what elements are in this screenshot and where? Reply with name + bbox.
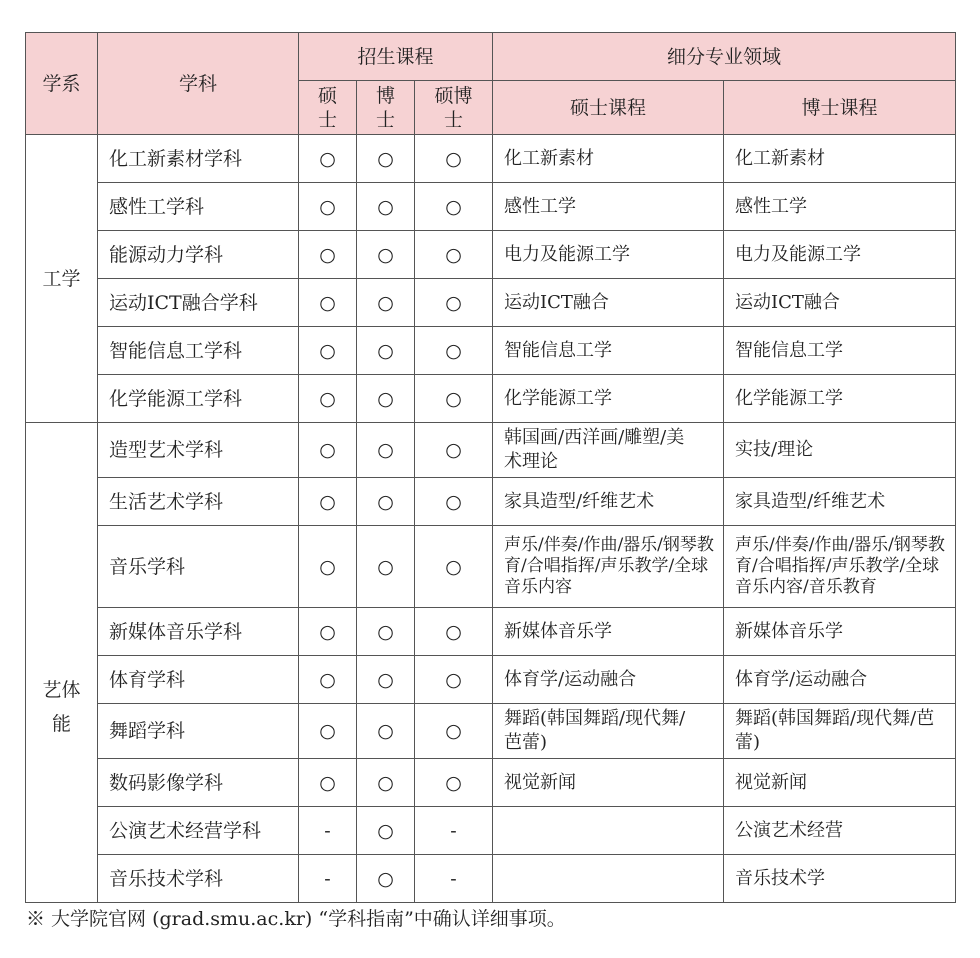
doctor-mark: ○ [357, 526, 415, 608]
subject-cell: 生活艺术学科 [98, 478, 299, 526]
doctor-mark: ○ [357, 656, 415, 704]
doctor-field: 舞蹈(韩国舞蹈/现代舞/芭蕾) [724, 704, 956, 759]
subject-cell: 数码影像学科 [98, 759, 299, 807]
doctor-field: 运动ICT融合 [724, 279, 956, 327]
master-field: 声乐/伴奏/作曲/器乐/钢琴教育/合唱指挥/声乐教学/全球音乐内容 [493, 526, 724, 608]
table-row [26, 478, 956, 526]
subject-cell: 感性工学科 [98, 183, 299, 231]
table-row [26, 231, 956, 279]
master-mark: ○ [299, 704, 357, 759]
doctor-mark: ○ [357, 855, 415, 903]
header-doctor-course: 博士课程 [724, 81, 956, 135]
master-mark: ○ [299, 423, 357, 478]
subject-cell: 运动ICT融合学科 [98, 279, 299, 327]
header-combined: 硕博 士 [415, 81, 493, 135]
subject-cell: 音乐学科 [98, 526, 299, 608]
master-mark: - [299, 855, 357, 903]
header-dept: 学系 [26, 33, 98, 135]
combined-mark: ○ [415, 279, 493, 327]
subject-cell: 能源动力学科 [98, 231, 299, 279]
table-row [26, 855, 956, 903]
table-row [26, 656, 956, 704]
master-field: 化学能源工学 [493, 375, 724, 423]
combined-mark: - [415, 855, 493, 903]
doctor-mark: ○ [357, 327, 415, 375]
master-field: 体育学/运动融合 [493, 656, 724, 704]
master-field: 智能信息工学 [493, 327, 724, 375]
dept-name: 艺体能 [42, 678, 81, 735]
master-mark: ○ [299, 327, 357, 375]
subject-cell: 化工新素材学科 [98, 135, 299, 183]
table-row [26, 526, 956, 608]
table-row [26, 279, 956, 327]
master-field: 感性工学 [493, 183, 724, 231]
doctor-field: 新媒体音乐学 [724, 608, 956, 656]
master-mark: ○ [299, 526, 357, 608]
subject-cell: 新媒体音乐学科 [98, 608, 299, 656]
master-mark: ○ [299, 375, 357, 423]
subject-cell: 化学能源工学科 [98, 375, 299, 423]
combined-mark: ○ [415, 704, 493, 759]
doctor-mark: ○ [357, 183, 415, 231]
combined-mark: ○ [415, 135, 493, 183]
doctor-mark: ○ [357, 478, 415, 526]
doctor-field: 家具造型/纤维艺术 [724, 478, 956, 526]
combined-mark: ○ [415, 375, 493, 423]
master-mark: ○ [299, 135, 357, 183]
combined-mark: ○ [415, 183, 493, 231]
combined-mark: ○ [415, 759, 493, 807]
combined-mark: ○ [415, 231, 493, 279]
doctor-field: 实技/理论 [724, 423, 956, 478]
table-row [26, 135, 956, 183]
master-field: 韩国画/西洋画/雕塑/美术理论 [493, 423, 724, 478]
doctor-field: 音乐技术学 [724, 855, 956, 903]
master-mark: ○ [299, 478, 357, 526]
table-row [26, 807, 956, 855]
master-mark: ○ [299, 759, 357, 807]
master-field: 家具造型/纤维艺术 [493, 478, 724, 526]
doctor-mark: ○ [357, 135, 415, 183]
table-row [26, 375, 956, 423]
doctor-mark: ○ [357, 807, 415, 855]
header-master: 硕 士 [299, 81, 357, 135]
header-subject: 学科 [98, 33, 299, 135]
master-mark: ○ [299, 656, 357, 704]
doctor-mark: ○ [357, 759, 415, 807]
dept-cell: 工学 [26, 135, 98, 423]
master-field: 化工新素材 [493, 135, 724, 183]
master-field: 运动ICT融合 [493, 279, 724, 327]
footnote: ※ 大学院官网 (grad.smu.ac.kr) “学科指南”中确认详细事项。 [26, 908, 566, 930]
master-mark: ○ [299, 279, 357, 327]
master-field: 视觉新闻 [493, 759, 724, 807]
master-mark: ○ [299, 231, 357, 279]
doctor-field: 声乐/伴奏/作曲/器乐/钢琴教育/合唱指挥/声乐教学/全球音乐内容/音乐教育 [724, 526, 956, 608]
dept-cell [26, 423, 98, 903]
header-fields: 细分专业领域 [493, 33, 956, 81]
master-mark: - [299, 807, 357, 855]
table-row [26, 327, 956, 375]
header-admission: 招生课程 [299, 33, 493, 81]
combined-mark: ○ [415, 608, 493, 656]
doctor-mark: ○ [357, 375, 415, 423]
doctor-mark: ○ [357, 231, 415, 279]
table-row [26, 183, 956, 231]
doctor-field: 电力及能源工学 [724, 231, 956, 279]
table-row [26, 423, 956, 478]
combined-mark: ○ [415, 526, 493, 608]
doctor-mark: ○ [357, 608, 415, 656]
doctor-mark: ○ [357, 279, 415, 327]
doctor-field: 化学能源工学 [724, 375, 956, 423]
subject-cell: 造型艺术学科 [98, 423, 299, 478]
combined-mark: ○ [415, 478, 493, 526]
combined-mark: ○ [415, 656, 493, 704]
table-body [26, 135, 956, 903]
master-mark: ○ [299, 608, 357, 656]
table-row [26, 759, 956, 807]
header-doctor: 博 士 [357, 81, 415, 135]
combined-mark: ○ [415, 423, 493, 478]
doctor-field: 视觉新闻 [724, 759, 956, 807]
programs-table [25, 32, 956, 903]
doctor-field: 公演艺术经营 [724, 807, 956, 855]
combined-mark: ○ [415, 327, 493, 375]
doctor-mark: ○ [357, 423, 415, 478]
master-field: 新媒体音乐学 [493, 608, 724, 656]
doctor-field: 感性工学 [724, 183, 956, 231]
table-row [26, 704, 956, 759]
subject-cell: 体育学科 [98, 656, 299, 704]
subject-cell: 公演艺术经营学科 [98, 807, 299, 855]
master-mark: ○ [299, 183, 357, 231]
master-field: 舞蹈(韩国舞蹈/现代舞/芭蕾) [493, 704, 724, 759]
header-master-course: 硕士课程 [493, 81, 724, 135]
doctor-field: 化工新素材 [724, 135, 956, 183]
table-header [26, 33, 956, 135]
subject-cell: 智能信息工学科 [98, 327, 299, 375]
table-row [26, 608, 956, 656]
doctor-mark: ○ [357, 704, 415, 759]
subject-cell: 舞蹈学科 [98, 704, 299, 759]
doctor-field: 体育学/运动融合 [724, 656, 956, 704]
master-field: 电力及能源工学 [493, 231, 724, 279]
combined-mark: - [415, 807, 493, 855]
master-field [493, 855, 724, 903]
master-field [493, 807, 724, 855]
doctor-field: 智能信息工学 [724, 327, 956, 375]
subject-cell: 音乐技术学科 [98, 855, 299, 903]
